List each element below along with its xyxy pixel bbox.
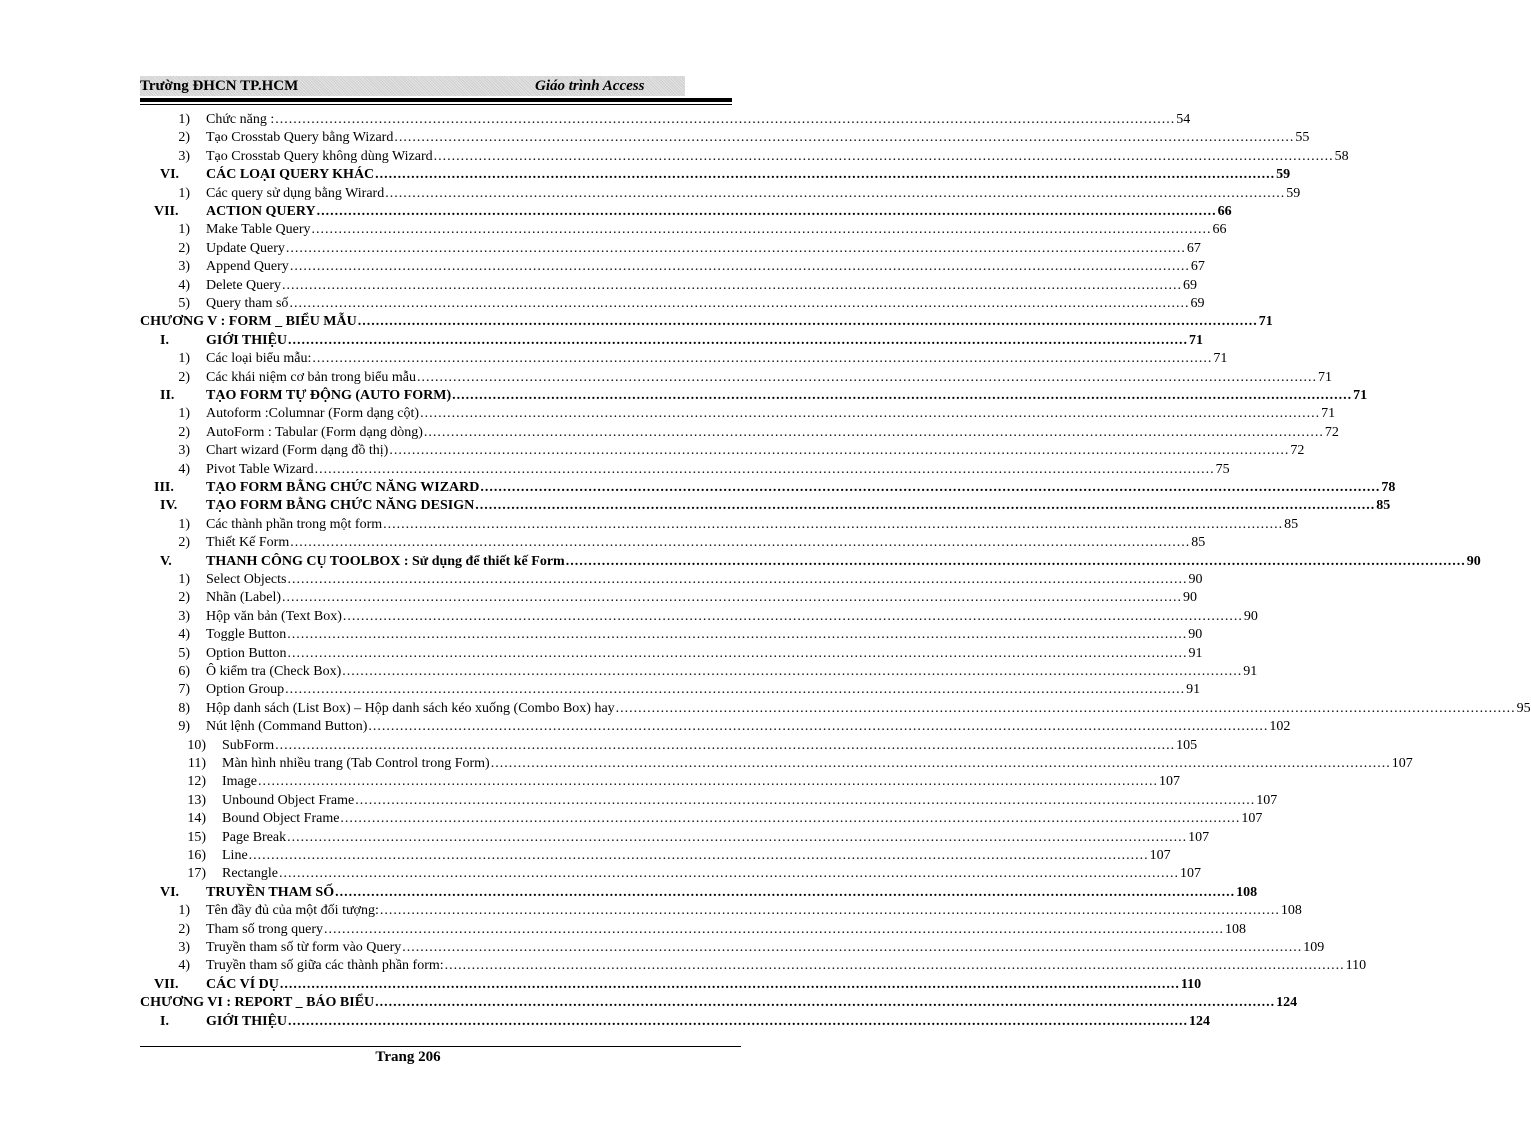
toc-entry-number: 2) — [178, 424, 190, 440]
toc-entry-title: Option Button — [206, 645, 287, 661]
toc-entry-number: 7) — [178, 682, 190, 698]
toc-entry-number: 1) — [178, 572, 190, 587]
toc-entry-title: Page Break — [222, 829, 287, 845]
toc-entry-number: 2) — [178, 535, 190, 551]
toc-entry-title: Truyền tham số giữa các thành phần form: — [206, 958, 444, 974]
toc-entry[interactable] — [178, 589, 1198, 607]
toc-entry-title: AutoForm : Tabular (Form dạng dòng) — [206, 424, 423, 440]
toc-entry-title: Bound Object Frame — [222, 811, 340, 827]
toc-entry-number: 4) — [178, 958, 190, 974]
toc-entry-number: 3) — [178, 940, 190, 955]
toc-entry[interactable] — [178, 957, 1367, 975]
toc-entry-title: Tham số trong query — [206, 921, 324, 937]
toc-leader-dots: ........................................................................................................................................................................................................ — [287, 627, 1188, 643]
toc-entry-number: 4) — [178, 277, 190, 293]
toc-entry-title: Tạo Crosstab Query không dùng Wizard — [206, 148, 433, 164]
toc-entry-number: III. — [154, 480, 174, 495]
toc-entry-number: VII. — [154, 976, 179, 992]
toc-entry[interactable] — [178, 516, 1299, 534]
toc-entry[interactable] — [178, 111, 1191, 129]
toc-entry-title: THANH CÔNG CỤ TOOLBOX : Sử dụng để thiết kế Form — [206, 553, 565, 569]
toc-leader-dots: ........................................................................................................................................................................................................ — [402, 940, 1303, 955]
toc-entry[interactable] — [178, 608, 1258, 626]
toc-entry-title: CHƯƠNG V : FORM _ BIỂU MẪU — [140, 314, 357, 330]
toc-entry[interactable] — [178, 681, 1201, 699]
toc-entry-page: 59 — [1286, 185, 1301, 201]
toc-entry-page: 59 — [1276, 167, 1291, 183]
toc-entry-title: Line — [222, 848, 248, 863]
toc-entry-title: GIỚI THIỆU — [206, 332, 288, 348]
toc-leader-dots: ........................................................................................................................................................................................................ — [288, 1013, 1189, 1029]
toc-entry[interactable] — [160, 497, 1391, 515]
toc-entry[interactable] — [178, 424, 1339, 442]
toc-leader-dots: ........................................................................................................................................................................................................ — [433, 148, 1334, 164]
toc-leader-dots: ........................................................................................................................................................................................................ — [490, 756, 1391, 771]
toc-entry-title: Truyền tham số từ form vào Query — [206, 940, 402, 955]
toc-leader-dots: ........................................................................................................................................................................................................ — [379, 903, 1280, 919]
toc-entry[interactable] — [178, 258, 1205, 276]
toc-entry[interactable] — [160, 1013, 1211, 1031]
header-rule-thin — [140, 104, 732, 105]
toc-entry-title: Query tham số — [206, 296, 289, 311]
toc-entry-title: Toggle Button — [206, 627, 287, 643]
toc-entry-page: 107 — [1256, 792, 1278, 808]
toc-entry-title: Các thành phần trong một form — [206, 516, 383, 532]
toc-entry[interactable] — [178, 240, 1201, 258]
toc-leader-dots: ........................................................................................................................................................................................................ — [423, 424, 1324, 440]
toc-entry-page: 107 — [1241, 811, 1263, 827]
toc-entry-page: 108 — [1236, 884, 1258, 900]
toc-entry[interactable] — [178, 129, 1310, 147]
toc-entry[interactable] — [187, 773, 1180, 791]
toc-leader-dots: ........................................................................................................................................................................................................ — [342, 608, 1243, 624]
toc-entry[interactable] — [187, 737, 1198, 755]
toc-entry-title: Nút lệnh (Command Button) — [206, 719, 368, 735]
toc-entry[interactable] — [160, 166, 1291, 184]
toc-leader-dots: ........................................................................................................................................................................................................ — [289, 259, 1190, 275]
toc-entry-page: 107 — [1391, 756, 1413, 771]
toc-entry[interactable] — [160, 332, 1204, 350]
toc-entry[interactable] — [160, 387, 1368, 405]
header-book-title: Giáo trình Access — [535, 78, 645, 94]
toc-entry-title: Tạo Crosstab Query bằng Wizard — [206, 130, 394, 146]
toc-leader-dots: ........................................................................................................................................................................................................ — [475, 498, 1376, 514]
toc-entry[interactable] — [154, 203, 1232, 221]
toc-entry-page: 91 — [1188, 645, 1203, 661]
toc-entry[interactable] — [178, 663, 1258, 681]
toc-entry-number: 2) — [178, 921, 190, 937]
toc-entry-page: 78 — [1381, 480, 1396, 495]
toc-entry[interactable] — [178, 902, 1302, 920]
toc-entry-page: 71 — [1321, 406, 1336, 422]
toc-leader-dots: ........................................................................................................................................................................................................ — [311, 222, 1212, 238]
toc-leader-dots: ........................................................................................................................................................................................................ — [357, 314, 1258, 330]
toc-entry-number: 1) — [178, 222, 190, 238]
toc-entry-title: Append Query — [206, 259, 289, 275]
toc-entry[interactable] — [178, 369, 1332, 387]
toc-entry-page: 124 — [1189, 1013, 1211, 1029]
toc-entry-number: 16) — [187, 848, 206, 863]
toc-entry-page: 67 — [1186, 240, 1201, 256]
toc-entry-number: 3) — [178, 148, 190, 164]
toc-entry-page: 71 — [1189, 332, 1204, 348]
toc-entry-page: 90 — [1188, 627, 1203, 643]
toc-entry-number: 3) — [178, 259, 190, 275]
toc-entry-title: CHƯƠNG VI : REPORT _ BÁO BIỂU — [140, 995, 375, 1011]
toc-entry-number: 3) — [178, 608, 190, 624]
toc-entry-page: 107 — [1158, 774, 1180, 790]
toc-entry-number: 11) — [187, 756, 206, 771]
toc-leader-dots: ........................................................................................................................................................................................................ — [287, 645, 1188, 661]
toc-entry-page: 71 — [1317, 369, 1332, 385]
page-number: Trang 206 — [375, 1049, 441, 1065]
toc-entry-number: 12) — [187, 774, 206, 790]
toc-entry[interactable] — [178, 185, 1301, 203]
toc-leader-dots: ........................................................................................................................................................................................................ — [444, 958, 1345, 974]
toc-entry-number: VII. — [154, 204, 179, 219]
toc-entry[interactable] — [187, 847, 1171, 865]
toc-leader-dots: ........................................................................................................................................................................................................ — [565, 553, 1466, 569]
toc-entry-number: I. — [160, 1013, 169, 1029]
toc-entry-page: 71 — [1258, 314, 1273, 330]
toc-entry-page: 110 — [1180, 976, 1202, 992]
toc-entry-page: 107 — [1188, 829, 1210, 845]
toc-leader-dots: ........................................................................................................................................................................................................ — [290, 535, 1191, 551]
toc-leader-dots: ........................................................................................................................................................................................................ — [342, 664, 1243, 679]
toc-entry-page: 91 — [1186, 682, 1201, 698]
toc-entry-number: 5) — [178, 296, 190, 311]
toc-entry-number: 1) — [178, 185, 190, 201]
toc-leader-dots: ........................................................................................................................................................................................................ — [480, 480, 1381, 495]
toc-entry-number: I. — [160, 332, 169, 348]
toc-entry-page: 110 — [1345, 958, 1367, 974]
toc-entry-page: 58 — [1334, 148, 1349, 164]
toc-entry-number: 2) — [178, 130, 190, 146]
toc-entry-page: 107 — [1179, 866, 1201, 882]
toc-entry-page: 108 — [1280, 903, 1302, 919]
toc-leader-dots: ........................................................................................................................................................................................................ — [375, 995, 1276, 1011]
toc-entry-number: 3) — [178, 443, 190, 459]
toc-entry-number: 1) — [178, 516, 190, 532]
toc-leader-dots: ........................................................................................................................................................................................................ — [287, 829, 1188, 845]
toc-entry-page: 55 — [1295, 130, 1310, 146]
toc-entry-title: Màn hình nhiều trang (Tab Control trong Form) — [222, 756, 490, 771]
toc-entry-title: SubForm — [222, 737, 275, 753]
toc-entry-page: 72 — [1324, 424, 1339, 440]
toc-entry-number: 2) — [178, 590, 190, 606]
toc-entry-title: Ô kiểm tra (Check Box) — [206, 664, 342, 679]
toc-leader-dots: ........................................................................................................................................................................................................ — [282, 590, 1183, 606]
toc-entry-title: Các khái niệm cơ bản trong biểu mẫu — [206, 369, 416, 385]
toc-entry-title: Thiết Kế Form — [206, 535, 290, 551]
toc-entry-title: Make Table Query — [206, 222, 311, 238]
toc-leader-dots: ........................................................................................................................................................................................................ — [375, 167, 1276, 183]
toc-entry-title: Autoform :Columnar (Form dạng cột) — [206, 406, 420, 422]
toc-entry-title: CÁC VÍ DỤ — [206, 976, 279, 992]
toc-entry[interactable] — [178, 921, 1247, 939]
toc-leader-dots: ........................................................................................................................................................................................................ — [275, 737, 1176, 753]
toc-entry-page: 66 — [1212, 222, 1227, 238]
toc-entry-title: Pivot Table Wizard — [206, 461, 314, 477]
toc-entry-title: Delete Query — [206, 277, 282, 293]
toc-entry[interactable] — [178, 939, 1325, 957]
toc-entry[interactable] — [187, 829, 1210, 847]
toc-entry[interactable] — [178, 700, 1531, 718]
toc-entry-page: 72 — [1290, 443, 1305, 459]
toc-entry-number: 1) — [178, 406, 190, 422]
toc-entry-title: Hộp danh sách (List Box) – Hộp danh sách kéo xuống (Combo Box) hay — [206, 700, 615, 716]
toc-entry-page: 102 — [1269, 719, 1291, 735]
toc-entry-number: VI. — [160, 884, 180, 900]
toc-entry[interactable] — [178, 534, 1206, 552]
toc-entry-page: 109 — [1303, 940, 1325, 955]
toc-entry-number: 5) — [178, 645, 190, 661]
toc-entry[interactable] — [178, 571, 1203, 589]
toc-entry-title: Tên đầy đủ của một đối tượng: — [206, 903, 379, 919]
toc-entry[interactable] — [140, 313, 1273, 331]
toc-entry-number: 15) — [187, 829, 206, 845]
toc-leader-dots: ........................................................................................................................................................................................................ — [257, 774, 1158, 790]
toc-entry[interactable] — [178, 626, 1203, 644]
toc-entry[interactable] — [178, 350, 1228, 368]
toc-entry-number: VI. — [160, 167, 180, 183]
toc-entry[interactable] — [154, 479, 1396, 497]
toc-entry-title: TẠO FORM BẰNG CHỨC NĂNG WIZARD — [206, 480, 480, 495]
toc-entry-number: 1) — [178, 903, 190, 919]
toc-entry-title: Update Query — [206, 240, 285, 256]
toc-entry-page: 69 — [1183, 277, 1198, 293]
toc-leader-dots: ........................................................................................................................................................................................................ — [285, 682, 1186, 698]
toc-entry-page: 108 — [1225, 921, 1247, 937]
toc-leader-dots: ........................................................................................................................................................................................................ — [285, 240, 1186, 256]
toc-entry-title: Rectangle — [222, 866, 278, 882]
toc-entry-number: 2) — [178, 369, 190, 385]
toc-entry-title: Nhãn (Label) — [206, 590, 282, 606]
toc-leader-dots: ........................................................................................................................................................................................................ — [383, 516, 1284, 532]
toc-entry-title: TẠO FORM BẰNG CHỨC NĂNG DESIGN — [206, 498, 475, 514]
toc-leader-dots: ........................................................................................................................................................................................................ — [452, 388, 1353, 403]
toc-leader-dots: ........................................................................................................................................................................................................ — [279, 976, 1180, 992]
toc-entry-number: II. — [160, 388, 175, 403]
toc-entry[interactable] — [187, 792, 1278, 810]
toc-entry-page: 75 — [1215, 461, 1230, 477]
toc-entry-title: ACTION QUERY — [206, 204, 316, 219]
toc-leader-dots: ........................................................................................................................................................................................................ — [394, 130, 1295, 146]
toc-entry-title: Select Objects — [206, 572, 287, 587]
toc-entry-number: 14) — [187, 811, 206, 827]
toc-entry-title: Chart wizard (Form dạng đồ thị) — [206, 443, 389, 459]
toc-entry-number: 17) — [187, 866, 206, 882]
toc-entry-number: 6) — [178, 664, 190, 679]
toc-entry[interactable] — [154, 976, 1202, 994]
toc-leader-dots: ........................................................................................................................................................................................................ — [275, 112, 1176, 127]
toc-entry-page: 90 — [1243, 608, 1258, 624]
toc-leader-dots: ........................................................................................................................................................................................................ — [416, 369, 1317, 385]
toc-entry-number: 4) — [178, 627, 190, 643]
toc-entry-number: 8) — [178, 700, 190, 716]
toc-entry-number: 13) — [187, 792, 206, 808]
toc-leader-dots: ........................................................................................................................................................................................................ — [287, 572, 1188, 587]
toc-entry-page: 85 — [1284, 516, 1299, 532]
toc-entry[interactable] — [178, 405, 1336, 423]
toc-entry[interactable] — [178, 277, 1198, 295]
toc-entry-page: 85 — [1191, 535, 1206, 551]
toc-entry-page: 91 — [1243, 664, 1258, 679]
toc-entry[interactable] — [160, 884, 1258, 902]
toc-entry-page: 107 — [1149, 848, 1171, 863]
toc-leader-dots: ........................................................................................................................................................................................................ — [282, 277, 1183, 293]
toc-entry-page: 90 — [1188, 572, 1203, 587]
toc-entry[interactable] — [140, 994, 1298, 1012]
toc-leader-dots: ........................................................................................................................................................................................................ — [355, 792, 1256, 808]
toc-entry-page: 95 — [1516, 700, 1531, 716]
toc-leader-dots: ........................................................................................................................................................................................................ — [312, 351, 1213, 367]
toc-entry-title: TRUYỀN THAM SỐ — [206, 884, 335, 900]
toc-entry[interactable] — [178, 718, 1291, 736]
toc-leader-dots: ........................................................................................................................................................................................................ — [316, 204, 1217, 219]
toc-entry-page: 67 — [1190, 259, 1205, 275]
toc-entry-page: 54 — [1176, 112, 1191, 127]
toc-entry-title: Image — [222, 774, 257, 790]
toc-entry-number: 1) — [178, 351, 190, 367]
toc-entry-title: Chức năng : — [206, 112, 275, 127]
toc-entry[interactable] — [178, 442, 1305, 460]
header-rule-thick — [140, 98, 732, 102]
toc-entry-page: 66 — [1217, 204, 1232, 219]
toc-entry[interactable] — [178, 645, 1203, 663]
toc-entry-title: CÁC LOẠI QUERY KHÁC — [206, 167, 375, 183]
toc-leader-dots: ........................................................................................................................................................................................................ — [248, 848, 1149, 863]
toc-entry[interactable] — [178, 221, 1227, 239]
toc-entry-title: Hộp văn bản (Text Box) — [206, 608, 342, 624]
toc-entry[interactable] — [178, 461, 1230, 479]
toc-leader-dots: ........................................................................................................................................................................................................ — [324, 921, 1225, 937]
toc-entry-number: 4) — [178, 461, 190, 477]
toc-entry-page: 124 — [1276, 995, 1298, 1011]
toc-entry-page: 90 — [1466, 553, 1481, 569]
toc-entry-number: 10) — [187, 737, 206, 753]
toc-entry-number: 9) — [178, 719, 190, 735]
toc-leader-dots: ........................................................................................................................................................................................................ — [389, 443, 1290, 459]
toc-leader-dots: ........................................................................................................................................................................................................ — [335, 884, 1236, 900]
toc-leader-dots: ........................................................................................................................................................................................................ — [615, 700, 1516, 716]
toc-entry-page: 71 — [1213, 351, 1228, 367]
toc-leader-dots: ........................................................................................................................................................................................................ — [385, 185, 1286, 201]
toc-entry-page: 69 — [1190, 296, 1205, 311]
toc-entry-page: 105 — [1176, 737, 1198, 753]
footer-rule — [140, 1046, 741, 1047]
toc-leader-dots: ........................................................................................................................................................................................................ — [420, 406, 1321, 422]
toc-entry-title: Option Group — [206, 682, 285, 698]
toc-leader-dots: ........................................................................................................................................................................................................ — [368, 719, 1269, 735]
toc-entry[interactable] — [187, 865, 1201, 883]
toc-entry-number: IV. — [160, 498, 178, 514]
toc-leader-dots: ........................................................................................................................................................................................................ — [314, 461, 1215, 477]
toc-entry-title: TẠO FORM TỰ ĐỘNG (AUTO FORM) — [206, 388, 452, 403]
toc-entry[interactable] — [178, 295, 1205, 313]
toc-leader-dots: ........................................................................................................................................................................................................ — [289, 296, 1190, 311]
page-header — [140, 76, 685, 96]
toc-entry-number: 2) — [178, 240, 190, 256]
toc-entry[interactable] — [178, 148, 1349, 166]
toc-entry-number: V. — [160, 553, 172, 569]
toc-entry[interactable] — [187, 810, 1263, 828]
toc-entry-page: 71 — [1353, 388, 1368, 403]
toc-entry-title: Các loại biểu mẫu: — [206, 351, 312, 367]
toc-entry-title: GIỚI THIỆU — [206, 1013, 288, 1029]
toc-leader-dots: ........................................................................................................................................................................................................ — [288, 332, 1189, 348]
toc-leader-dots: ........................................................................................................................................................................................................ — [278, 866, 1179, 882]
toc-entry[interactable] — [187, 755, 1413, 773]
toc-entry-page: 90 — [1183, 590, 1198, 606]
toc-entry-number: 1) — [178, 112, 190, 127]
toc-entry-page: 85 — [1376, 498, 1391, 514]
toc-entry-title: Các query sử dụng bằng Wirard — [206, 185, 385, 201]
toc-entry[interactable] — [160, 553, 1481, 571]
header-school: Trường ĐHCN TP.HCM — [140, 78, 299, 94]
toc-entry-title: Unbound Object Frame — [222, 792, 355, 808]
toc-leader-dots: ........................................................................................................................................................................................................ — [340, 811, 1241, 827]
